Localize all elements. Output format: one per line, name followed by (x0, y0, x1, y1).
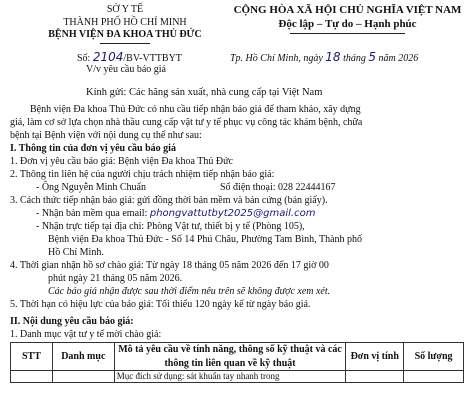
city-name: THÀNH PHỐ HỒ CHÍ MINH (63, 16, 187, 28)
reference-prefix: Số: (77, 53, 91, 64)
hard-copy-line-1: - Nhận trực tiếp tại địa chỉ: Phòng Vật tư, thiết bị y tế (Phòng 105), (36, 221, 305, 232)
table-row (11, 371, 464, 383)
hard-copy-line-2: Bệnh viện Đa khoa Thủ Đức - Số 14 Phú Châu, Phường Tam Bình, Thành phố (48, 234, 363, 245)
column-stt: STT (11, 343, 53, 371)
greeting: Kính gửi: Các hãng sản xuất, nhà cung cấp tại Việt Nam (86, 87, 323, 98)
header-left (30, 4, 220, 42)
items-table (10, 342, 464, 383)
column-category: Danh mục (52, 343, 114, 371)
date-line (230, 50, 418, 66)
row-category (52, 371, 114, 383)
section-1-item-2: 2. Thông tin liên hệ của người chịu trách nhiệm tiếp nhận báo giá: (10, 169, 275, 180)
date-place: Tp. Hồ Chí Minh, ngày (230, 53, 323, 64)
header-right (225, 4, 470, 32)
nation-title: CỘNG HÒA XÃ HỘI CHỦ NGHĨA VIỆT NAM (233, 4, 462, 16)
section-1-title: I. Thông tin của đơn vị yêu cầu báo giá (10, 143, 176, 154)
motto: Độc lập – Tự do – Hạnh phúc (278, 17, 417, 30)
reference-number: 2104 (92, 50, 124, 64)
soft-copy-line (36, 208, 315, 221)
column-description: Mô tả yêu cầu về tính năng, thông số kỹ thuật và các thông tin liên quan về kỹ thuật (114, 343, 346, 371)
intro-line-3: bệnh tại Bệnh viện với nội dung cụ thể như sau: (10, 130, 202, 141)
row-description: Mục đích sử dụng: sát khuẩn tay nhanh trong (114, 371, 346, 383)
row-quantity (404, 371, 464, 383)
section-1-item-4-line-1: 4. Thời gian nhận hồ sơ chào giá: Từ ngày 18 tháng 05 năm 2026 đến 17 giờ 00 (10, 260, 329, 271)
hard-copy-line-3: Hồ Chí Minh. (48, 247, 104, 258)
row-stt (11, 371, 53, 383)
motto-underline (290, 33, 405, 34)
contact-name: - Ông Nguyễn Minh Chuẩn (36, 182, 146, 193)
intro-line-1: Bệnh viện Đa khoa Thủ Đức có nhu cầu tiếp nhận báo giá để tham khảo, xây dựng (30, 104, 361, 115)
date-month-label: tháng (343, 53, 366, 64)
section-1-item-1: 1. Đơn vị yêu cầu báo giá: Bệnh viện Đa khoa Thủ Đức (10, 156, 233, 167)
date-year: năm 2026 (378, 53, 419, 64)
section-1-item-5: 5. Thời hạn có hiệu lực của báo giá: Tối thiểu 120 ngày kể từ ngày báo giá. (10, 299, 311, 310)
table-header-row (11, 343, 464, 371)
section-2-item-1: 1. Danh mục vật tư y tế mời chào giá: (10, 329, 162, 340)
email-address[interactable]: phongvattutbyt2025@gmail.com (149, 208, 316, 219)
section-1-item-3: 3. Cách thức tiếp nhận báo giá: gửi đồng thời bản mềm và bản cứng (bản giấy). (10, 195, 328, 206)
date-month: 5 (368, 50, 376, 64)
reference-suffix: /BV-VTTBYT (123, 53, 182, 64)
column-quantity: Số lượng (404, 343, 464, 371)
section-2-title: II. Nội dung yêu cầu báo giá: (10, 316, 134, 327)
hospital-underline (100, 43, 150, 44)
date-day: 18 (325, 50, 341, 64)
late-submission-note: Các báo giá nhận được sau thời điểm nêu trên sẽ không được xem xét. (48, 286, 331, 297)
subject-line: V/v yêu cầu báo giá (86, 64, 166, 75)
contact-phone: Số điện thoại: 028 22444167 (220, 182, 336, 193)
authority-name: SỞ Y TẾ (106, 4, 144, 15)
section-1-item-4-line-2: phút ngày 21 tháng 05 năm 2026. (48, 273, 183, 284)
hospital-name: BỆNH VIỆN ĐA KHOA THỦ ĐỨC (48, 29, 202, 40)
row-unit (346, 371, 404, 383)
intro-line-2: giá, làm cơ sở lựa chọn nhà thầu cung cấp vật tư y tế phục vụ công tác khám bệnh, chữa (10, 117, 363, 128)
column-unit: Đơn vị tính (346, 343, 404, 371)
soft-copy-label: - Nhận bản mềm qua email: (36, 208, 148, 219)
